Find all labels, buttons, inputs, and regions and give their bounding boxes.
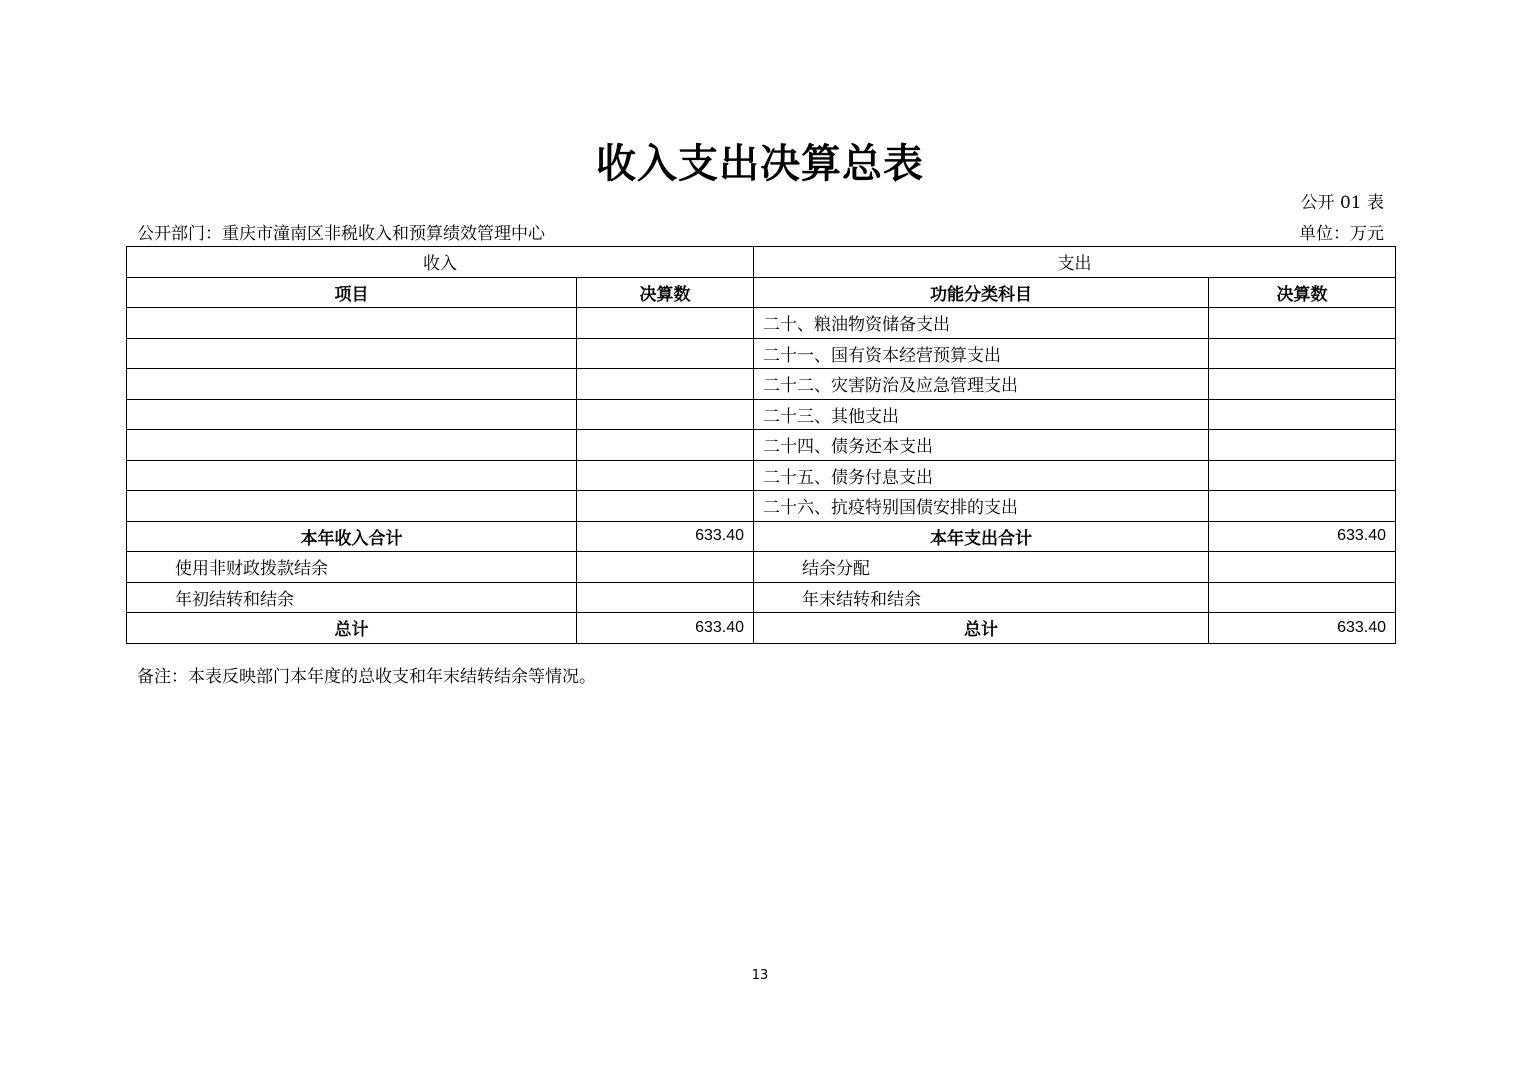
income-amount-cell	[577, 399, 754, 430]
table-row	[127, 582, 1396, 613]
table-row	[127, 430, 1396, 461]
expense-item-cell: 二十四、债务还本支出	[754, 430, 1209, 461]
column-header-function-category: 功能分类科目	[754, 277, 1209, 308]
column-header-income-amount: 决算数	[577, 277, 754, 308]
income-amount-cell	[577, 491, 754, 522]
income-item-cell: 年初结转和结余	[127, 582, 577, 613]
expense-amount-cell	[1209, 338, 1396, 369]
column-header-item: 项目	[127, 277, 577, 308]
expense-amount-cell	[1209, 491, 1396, 522]
department-label: 公开部门：重庆市潼南区非税收入和预算绩效管理中心	[137, 224, 545, 244]
income-total-label: 本年收入合计	[127, 521, 577, 552]
income-amount-cell	[577, 369, 754, 400]
page-number: 13	[751, 968, 769, 983]
expense-item-cell: 二十六、抗疫特别国债安排的支出	[754, 491, 1209, 522]
expense-amount-cell	[1209, 430, 1396, 461]
table-row	[127, 399, 1396, 430]
income-item-cell	[127, 430, 577, 461]
column-header-expense-amount: 决算数	[1209, 277, 1396, 308]
income-item-cell	[127, 491, 577, 522]
income-amount-cell	[577, 308, 754, 339]
expense-amount-cell	[1209, 308, 1396, 339]
income-total-value: 633.40	[577, 521, 754, 552]
income-item-cell: 使用非财政拨款结余	[127, 552, 577, 583]
expense-amount-cell	[1209, 582, 1396, 613]
expense-item-cell: 二十二、灾害防治及应急管理支出	[754, 369, 1209, 400]
expense-item-cell: 二十五、债务付息支出	[754, 460, 1209, 491]
expense-amount-cell	[1209, 399, 1396, 430]
expense-item-cell: 结余分配	[754, 552, 1209, 583]
income-item-cell	[127, 399, 577, 430]
form-number: 公开 01 表	[1300, 193, 1384, 213]
income-item-cell	[127, 338, 577, 369]
table-row	[127, 369, 1396, 400]
income-item-cell	[127, 460, 577, 491]
table-row	[127, 552, 1396, 583]
income-amount-cell	[577, 552, 754, 583]
income-expense-table	[126, 246, 1396, 644]
table-group-header-row	[127, 247, 1396, 278]
annual-total-row	[127, 521, 1396, 552]
income-item-cell	[127, 308, 577, 339]
income-group-header: 收入	[127, 247, 754, 278]
expense-total-label: 本年支出合计	[754, 521, 1209, 552]
grand-total-income-label: 总计	[127, 613, 577, 644]
income-amount-cell	[577, 338, 754, 369]
table-row	[127, 338, 1396, 369]
expense-amount-cell	[1209, 460, 1396, 491]
grand-total-row	[127, 613, 1396, 644]
expense-amount-cell	[1209, 369, 1396, 400]
table-note: 备注：本表反映部门本年度的总收支和年末结转结余等情况。	[137, 667, 596, 687]
expense-total-value: 633.40	[1209, 521, 1396, 552]
expense-item-cell: 二十一、国有资本经营预算支出	[754, 338, 1209, 369]
page-title: 收入支出决算总表	[596, 140, 924, 187]
grand-total-expense-value: 633.40	[1209, 613, 1396, 644]
income-amount-cell	[577, 430, 754, 461]
table-row	[127, 460, 1396, 491]
grand-total-income-value: 633.40	[577, 613, 754, 644]
grand-total-expense-label: 总计	[754, 613, 1209, 644]
expense-item-cell: 二十三、其他支出	[754, 399, 1209, 430]
table-row	[127, 491, 1396, 522]
table-row	[127, 308, 1396, 339]
expense-amount-cell	[1209, 552, 1396, 583]
table-column-header-row	[127, 277, 1396, 308]
expense-item-cell: 二十、粮油物资储备支出	[754, 308, 1209, 339]
expense-item-cell: 年末结转和结余	[754, 582, 1209, 613]
income-amount-cell	[577, 582, 754, 613]
income-item-cell	[127, 369, 577, 400]
expense-group-header: 支出	[754, 247, 1396, 278]
unit-label: 单位：万元	[1299, 224, 1384, 244]
income-amount-cell	[577, 460, 754, 491]
